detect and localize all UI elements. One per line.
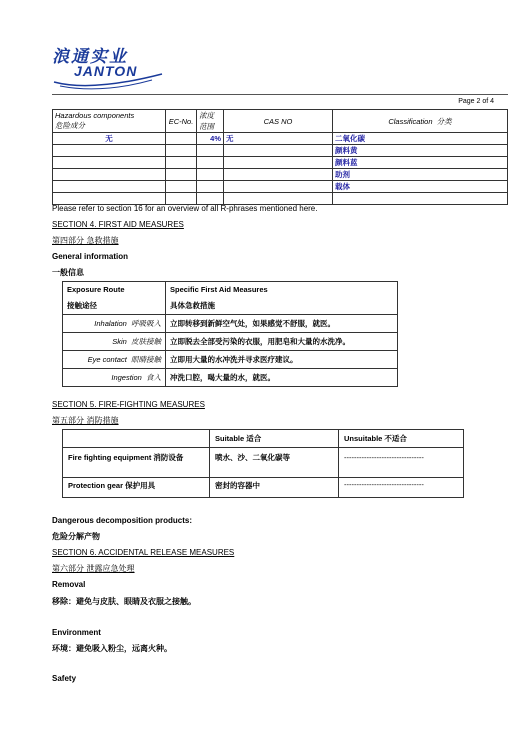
safety-heading: Safety: [52, 674, 77, 683]
header-measures-en: Specific First Aid Measures: [170, 285, 268, 294]
equipment-label: Protection gear 保护用具: [63, 478, 210, 498]
table-row: [53, 157, 508, 169]
header-suitable: Suitable 适合: [210, 430, 339, 448]
route-en: Eye contact: [87, 355, 127, 364]
route-en: Skin: [112, 337, 127, 346]
table-cell: 无: [224, 133, 333, 145]
table-row: [53, 133, 508, 145]
table-cell: [53, 193, 166, 205]
header-exposure-route-en: Exposure Route: [67, 285, 125, 294]
table-cell: [224, 181, 333, 193]
route-cn: 呼吸吸入: [131, 319, 161, 328]
table-cell: [197, 193, 224, 205]
table-cell: 助剂: [333, 169, 508, 181]
table-cell: [224, 157, 333, 169]
table-cell: 无: [53, 133, 166, 145]
environment-text: 环境：避免吸入粉尘，远离火种。: [52, 643, 172, 653]
table-cell: [53, 157, 166, 169]
suitable-cell: 喷水、沙、二氧化碳等: [210, 448, 339, 478]
table-row: [63, 333, 398, 351]
table-row: [63, 448, 464, 478]
company-logo: [52, 42, 172, 92]
header-col1-en: Hazardous components: [55, 111, 135, 120]
section5-title-cn: 第五部分 消防措施: [52, 416, 119, 425]
header-col5-en: Classification: [388, 116, 433, 126]
section6-title-en: SECTION 6. ACCIDENTAL RELEASE MEASURES: [52, 548, 235, 557]
table-cell: [224, 169, 333, 181]
section6-title-cn: 第六部分 泄露应急处理: [52, 564, 135, 573]
header-exposure-route: [63, 282, 166, 315]
fire-fighting-table: [62, 429, 464, 498]
decomposition-heading: Dangerous decomposition products:: [52, 516, 193, 525]
table-header-row: [63, 430, 464, 448]
measure-cell: 立即脱去全部受污染的衣服，用肥皂和大量的水洗净。: [166, 333, 398, 351]
section4-title-en: SECTION 4. FIRST AID MEASURES: [52, 220, 184, 229]
section4-title-cn: 第四部分 急救措施: [52, 236, 119, 245]
header-classification: [333, 110, 508, 133]
table-cell: [166, 181, 197, 193]
table-cell: [53, 181, 166, 193]
table-row: [63, 478, 464, 498]
decomposition-cn: 危险分解产物: [52, 531, 100, 541]
table-cell: [224, 145, 333, 157]
environment-heading: Environment: [52, 628, 101, 637]
table-header-row: [63, 282, 398, 315]
unsuitable-cell: --------------------------------: [339, 448, 464, 478]
table-cell: [333, 193, 508, 205]
route-cell: [63, 351, 166, 369]
table-cell: 二氧化碳: [333, 133, 508, 145]
table-cell: [197, 181, 224, 193]
table-cell: [53, 169, 166, 181]
logo-english-text: JANTON: [74, 63, 138, 79]
table-cell: [166, 157, 197, 169]
table-cell: [197, 157, 224, 169]
header-first-aid-measures: [166, 282, 398, 315]
table-cell: 颜料黄: [333, 145, 508, 157]
table-cell: 颜料蓝: [333, 157, 508, 169]
header-exposure-route-cn: 接触途径: [67, 301, 97, 310]
table-cell: 载体: [333, 181, 508, 193]
measure-cell: 立即用大量的水冲洗并寻求医疗建议。: [166, 351, 398, 369]
route-cn: 眼睛接触: [131, 355, 161, 364]
route-en: Ingestion: [111, 373, 142, 382]
table-cell: [197, 169, 224, 181]
table-header-row: [53, 110, 508, 133]
r-phrases-note: Please refer to section 16 for an overview of all R-phrases mentioned here.: [52, 204, 318, 213]
table-row: [53, 193, 508, 205]
route-cell: [63, 333, 166, 351]
table-cell: [166, 145, 197, 157]
route-cn: 皮肤接触: [131, 337, 161, 346]
route-cell: [63, 315, 166, 333]
table-cell: [224, 193, 333, 205]
table-row: [63, 351, 398, 369]
route-en: Inhalation: [94, 319, 127, 328]
header-measures-cn: 具体急救措施: [170, 301, 215, 310]
route-cell: [63, 369, 166, 387]
measure-cell: 冲洗口腔，喝大量的水，就医。: [166, 369, 398, 387]
header-concentration: 浓度范围: [197, 110, 224, 133]
table-cell: [166, 133, 197, 145]
logo-chinese-text: 浪通实业: [52, 47, 128, 67]
equipment-label: Fire fighting equipment 消防设备: [63, 448, 210, 478]
page-number: Page 2 of 4: [458, 98, 494, 105]
removal-text: 移除：避免与皮肤、眼睛及衣服之接触。: [52, 596, 196, 606]
header-divider: [52, 94, 508, 95]
table-cell: 4%: [197, 133, 224, 145]
table-row: [63, 315, 398, 333]
header-ec-no: EC-No.: [166, 110, 197, 133]
header-col1-cn: 危险成分: [55, 121, 85, 130]
table-cell: [53, 145, 166, 157]
table-row: [53, 169, 508, 181]
table-row: [53, 181, 508, 193]
general-information-cn: 一般信息: [52, 267, 84, 277]
header-col5-cn: 分类: [436, 116, 452, 126]
route-cn: 食入: [146, 373, 161, 382]
suitable-cell: 密封的容器中: [210, 478, 339, 498]
table-cell: [197, 145, 224, 157]
first-aid-table: [62, 281, 398, 387]
header-cas-no: CAS NO: [224, 110, 333, 133]
section5-title-en: SECTION 5. FIRE-FIGHTING MEASURES: [52, 400, 205, 409]
unsuitable-cell: --------------------------------: [339, 478, 464, 498]
hazardous-components-table: [52, 109, 508, 205]
general-information-heading: General information: [52, 252, 129, 261]
header-hazardous-components: [53, 110, 166, 133]
table-cell: [166, 169, 197, 181]
measure-cell: 立即转移到新鲜空气处，如果感觉不舒服，就医。: [166, 315, 398, 333]
header-unsuitable: Unsuitable 不适合: [339, 430, 464, 448]
removal-heading: Removal: [52, 580, 86, 589]
table-row: [63, 369, 398, 387]
header-blank: [63, 430, 210, 448]
table-cell: [166, 193, 197, 205]
table-row: [53, 145, 508, 157]
